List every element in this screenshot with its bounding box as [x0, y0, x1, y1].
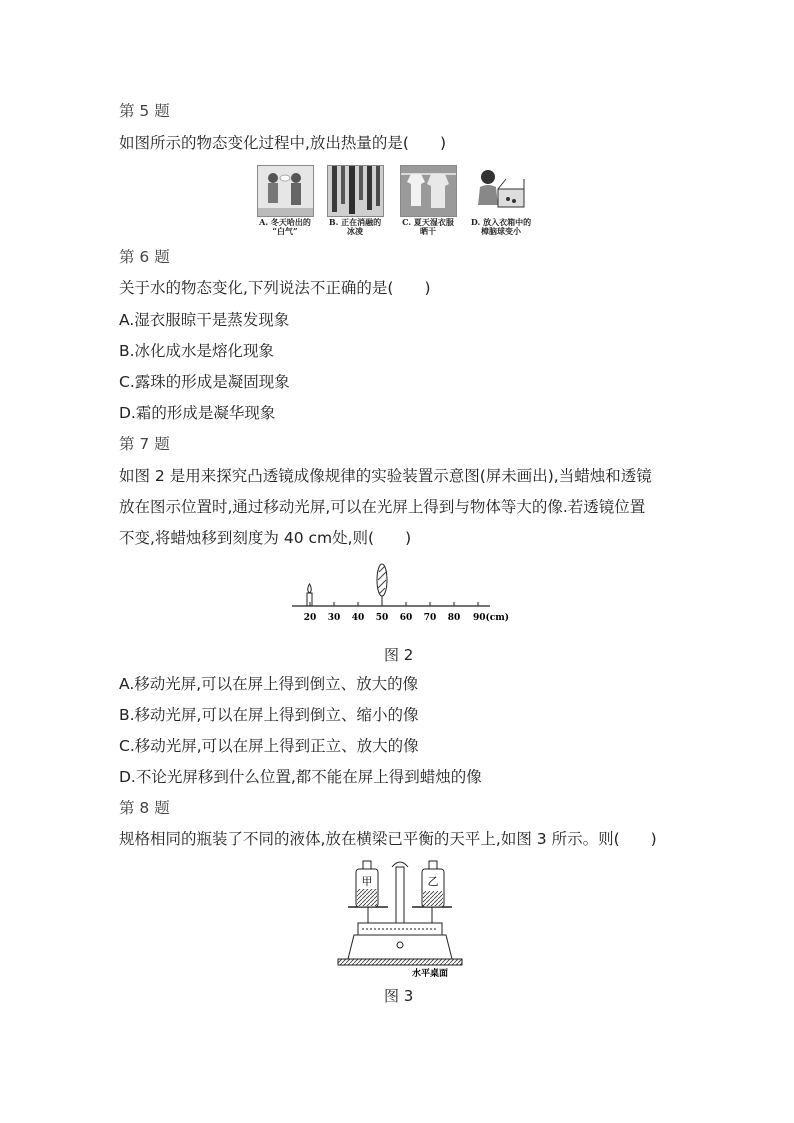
q7-stem-line-3: 不变,将蜡烛移到刻度为 40 cm处,则( )	[119, 529, 412, 547]
ruler-label-60: 60	[399, 613, 413, 623]
ruler-label-20: 20	[303, 613, 317, 623]
table-label: 水平桌面	[411, 969, 449, 979]
photo-c-clothes	[400, 165, 457, 217]
figure-2-caption: 图 2	[384, 646, 414, 664]
q6-option-d: D.霜的形成是凝华现象	[119, 404, 276, 422]
photo-d-mothballs	[472, 165, 527, 215]
q7-option-d: D.不论光屏移到什么位置,都不能在屏上得到蜡烛的像	[119, 768, 482, 786]
ruler-label-50: 50	[375, 613, 389, 623]
q7-option-b: B.移动光屏,可以在屏上得到倒立、缩小的像	[119, 706, 419, 724]
figure-3-caption: 图 3	[384, 987, 414, 1005]
q7-stem-line-2: 放在图示位置时,通过移动光屏,可以在光屏上得到与物体等大的像.若透镜位置	[119, 498, 646, 516]
photo-b-icicles	[327, 165, 384, 217]
bottle-right-label: 乙	[427, 875, 439, 888]
ruler-label-70: 70	[423, 613, 437, 623]
balance-figure	[330, 855, 470, 980]
balance-base	[348, 935, 452, 959]
q6-option-a: A.湿衣服晾干是蒸发现象	[119, 311, 290, 329]
q7-option-a: A.移动光屏,可以在屏上得到倒立、放大的像	[119, 675, 419, 693]
q7-stem-line-1: 如图 2 是用来探究凸透镜成像规律的实验装置示意图(屏未画出),当蜡烛和透镜	[119, 467, 652, 485]
balance-pointer-post	[396, 867, 404, 923]
bottle-left-label: 甲	[361, 875, 373, 888]
q5-heading: 第 5 题	[119, 102, 170, 120]
table-surface	[338, 959, 462, 965]
q6-heading: 第 6 题	[119, 248, 170, 266]
q6-option-c: C.露珠的形成是凝固现象	[119, 373, 290, 391]
q6-stem: 关于水的物态变化,下列说法不正确的是( )	[119, 279, 431, 297]
q7-option-c: C.移动光屏,可以在屏上得到正立、放大的像	[119, 737, 419, 755]
ruler-label-30: 30	[327, 613, 341, 623]
q5-stem: 如图所示的物态变化过程中,放出热量的是( )	[119, 134, 447, 152]
convex-lens	[377, 564, 387, 606]
caption-d: D. 放入衣箱中的 樟脑球变小	[470, 217, 532, 236]
q6-option-b: B.冰化成水是熔化现象	[119, 342, 275, 360]
ruler-label-40: 40	[351, 613, 365, 623]
caption-c: C. 夏天湿衣服 晒干	[402, 217, 454, 236]
photo-a-breath	[257, 165, 314, 217]
q7-heading: 第 7 题	[119, 435, 170, 453]
ruler-label-80: 80	[447, 613, 461, 623]
ruler-label-90cm: 90(cm)	[473, 613, 510, 623]
caption-a: A. 冬天哈出的 “白气”	[259, 217, 311, 236]
q8-stem: 规格相同的瓶装了不同的液体,放在横梁已平衡的天平上,如图 3 所示。则( )	[119, 830, 657, 848]
caption-b: B. 正在消融的 冰凌	[328, 217, 382, 236]
optical-bench-figure	[290, 560, 510, 630]
q8-heading: 第 8 题	[119, 799, 170, 817]
